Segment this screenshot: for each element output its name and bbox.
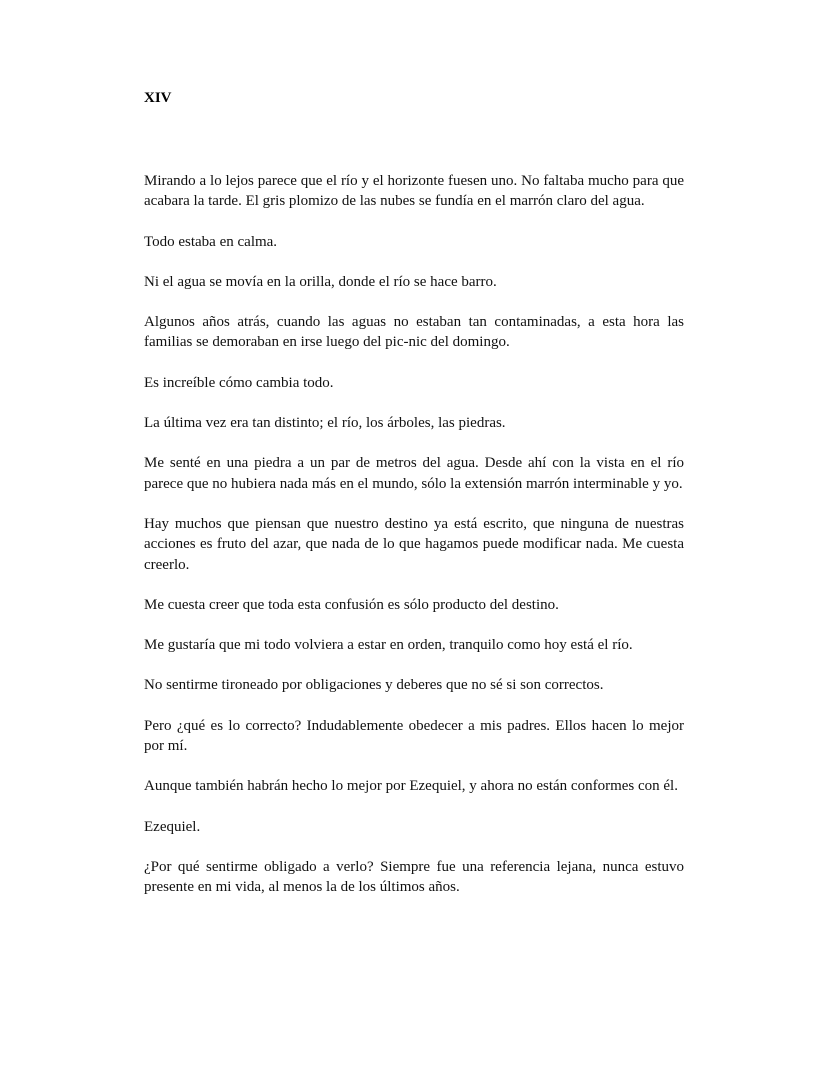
paragraph: Ezequiel. <box>144 818 201 835</box>
chapter-body <box>144 171 684 918</box>
paragraph: No sentirme tironeado por obligaciones y deberes que no sé si son correctos. <box>144 677 604 694</box>
paragraph: Algunos años atrás, cuando las aguas no estaban tan contaminadas, a esta hora las familias se demoraban en irse luego del pic-nic del domingo. <box>144 314 684 351</box>
chapter-title: XIV <box>144 90 172 106</box>
paragraph: Me senté en una piedra a un par de metros del agua. Desde ahí con la vista en el río parece que no hubiera nada más en el mundo, sólo la extensión marrón interminable y yo. <box>144 455 684 492</box>
paragraph: Aunque también habrán hecho lo mejor por Ezequiel, y ahora no están conformes con él. <box>144 778 678 795</box>
paragraph: Todo estaba en calma. <box>144 233 278 250</box>
paragraph: Ni el agua se movía en la orilla, donde el río se hace barro. <box>144 273 497 290</box>
paragraph: ¿Por qué sentirme obligado a verlo? Siempre fue una referencia lejana, nunca estuvo presente en mi vida, al menos la de los últimos años. <box>144 858 684 896</box>
paragraph: Pero ¿qué es lo correcto? Indudablemente obedecer a mis padres. Ellos hacen lo mejor por mí. <box>144 717 684 755</box>
paragraph: Me gustaría que mi todo volviera a estar en orden, tranquilo como hoy está el río. <box>144 637 633 654</box>
paragraph: Es increíble cómo cambia todo. <box>144 374 334 391</box>
paragraph: Mirando a lo lejos parece que el río y el horizonte fuesen uno. No faltaba mucho para que acabara la tarde. El gris plomizo de las nubes se fundía en el marrón claro del agua. <box>144 173 684 210</box>
paragraph: Me cuesta creer que toda esta confusión es sólo producto del destino. <box>144 596 559 613</box>
paragraph: La última vez era tan distinto; el río, los árboles, las piedras. <box>144 415 506 432</box>
paragraph: Hay muchos que piensan que nuestro destino ya está escrito, que ninguna de nuestras acciones es fruto del azar, que nada de lo que hagamos puede modificar nada. Me cuesta creerlo. <box>144 515 684 573</box>
